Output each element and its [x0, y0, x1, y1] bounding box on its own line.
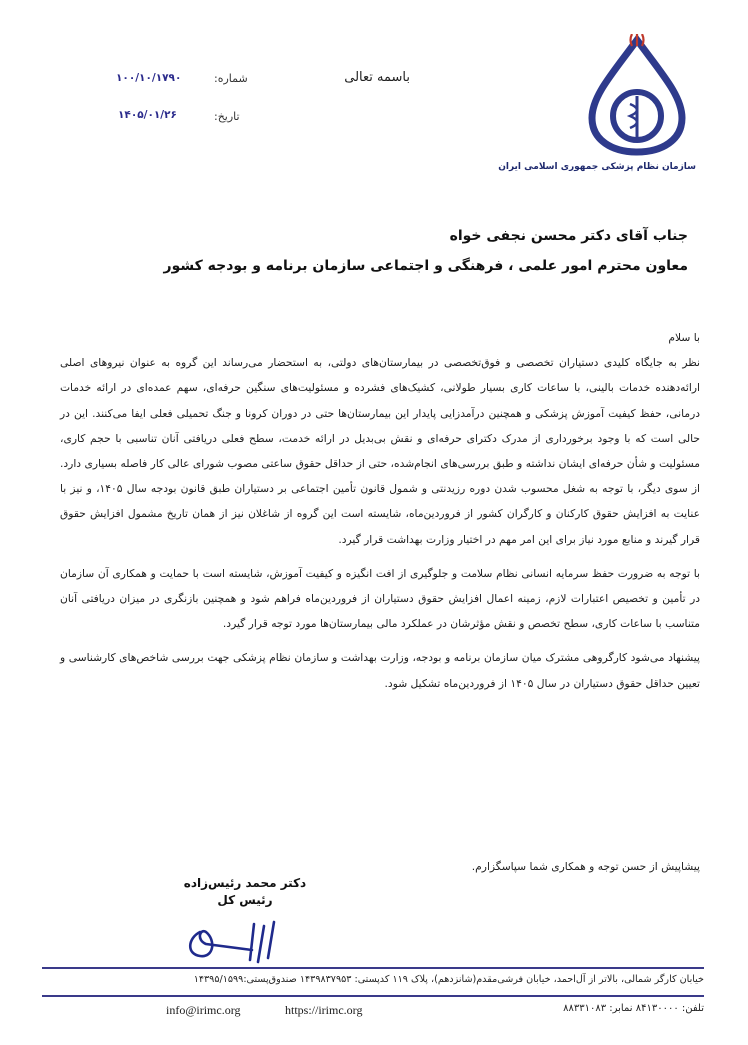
footer-rule-bottom [42, 995, 704, 997]
footer-address: خیابان کارگر شمالی، بالاتر از آل‌احمد، خیابان فرشی‌مقدم(شانزدهم)، پلاک ۱۱۹ کدپستی: ۱۴۳۹۸۳۷۹۵۳ صندوق‌پستی:۱۴۳۹۵/۱۵۹۹ [193, 974, 704, 985]
number-label: شماره: [214, 72, 248, 85]
logo-emblem-icon [582, 34, 692, 156]
date-label: تاریخ: [214, 110, 240, 123]
date-value: ۱۴۰۵/۰۱/۲۶ [118, 109, 177, 121]
closing-line: پیشاپیش از حسن توجه و همکاری شما سپاسگزارم. [471, 860, 700, 873]
number-value: ۱۰۰/۱۰/۱۷۹۰ [116, 72, 182, 84]
handwritten-signature [182, 910, 292, 970]
bismillah-heading: باسمه تعالی [344, 70, 410, 85]
body-paragraph-2: با توجه به ضرورت حفظ سرمایه انسانی نظام سلامت و جلوگیری از افت انگیزه و کیفیت آموزش، شایسته است با حمایت و همکاری آن سازمان در تأمین و تخصیص اعتبارات لازم، زمینه اعمال افزایش حقوق دستیاران از فروردین‌ماه فراهم شود و همچنین بازنگری در میزان دریافتی آنان متناسب با ساعات کاری، سطح تخصص و نقش مؤثرشان در عملکرد مالی بیمارستان‌ها مورد توجه قرار گیرد. [60, 566, 700, 631]
recipient-title: معاون محترم امور علمی ، فرهنگی و اجتماعی سازمان برنامه و بودجه کشور [163, 258, 688, 274]
recipient-name: جناب آقای دکتر محسن نجفی خواه [449, 228, 688, 244]
footer-website-link[interactable]: https://irimc.org [285, 1003, 363, 1017]
signatory-name: دکتر محمد رئیس‌زاده [183, 876, 307, 890]
footer-phone: تلفن: ۸۴۱۳۰۰۰۰ نمابر: ۸۸۳۳۱۰۸۳ [563, 1003, 704, 1014]
footer-email-link[interactable]: info@irimc.org [166, 1003, 241, 1017]
letter-body [60, 325, 700, 705]
greeting: با سلام [668, 331, 700, 344]
signatory-title: رئیس کل [217, 893, 273, 907]
body-paragraph-3: پیشنهاد می‌شود کارگروهی مشترک میان سازمان برنامه و بودجه، وزارت بهداشت و سازمان نظام پزشکی جهت بررسی شاخص‌های کارشناسی و تعیین حداقل حقوق دستیاران در سال ۱۴۰۵ از فروردین‌ماه تشکیل شود. [60, 651, 700, 690]
logo-text: سازمان نظام پزشکی جمهوری اسلامی ایران [498, 162, 696, 172]
body-paragraph-1: نظر به جایگاه کلیدی دستیاران تخصصی و فوق‌تخصصی در بیمارستان‌های دولتی، به استحضار می‌رساند این گروه به عنوان نیروهای اصلی ارائه‌دهنده خدمات بالینی، با ساعات کاری بسیار طولانی، کشیک‌های فشرده و مسئولیت‌های سنگین حرفه‌ای، سهم عمده‌ای در ارائه خدمات درمانی، حفظ کیفیت آموزش پزشکی و همچنین درآمدزایی پایدار این بیمارستان‌ها حتی در دوران کرونا و جنگ تحمیلی فعلی ایفا می‌کنند. این در حالی است که با وجود برخورداری از مدرک دکترای حرفه‌ای و نقش بی‌بدیل در ارائه خدمت، سطح فعلی دریافتی آنان تناسبی با حجم کاری، مسئولیت و شأن حرفه‌ای ایشان نداشته و طبق بررسی‌های انجام‌شده، حتی از حداقل حقوق ساعتی مصوب شورای عالی کار فاصله بسیاری دارد. از سوی دیگر، با توجه به شغل محسوب شدن دوره رزیدنتی و شمول قانون تأمین اجتماعی بر دستیاران طبق قانون بودجه سال ۱۴۰۵، و نیز با عنایت به افزایش حقوق کارکنان و کارگران کشور از فروردین‌ماه، شایسته است این گروه از شاغلان نیز از همان تاریخ مشمول افزایش حقوق قرار گیرند و منابع مورد نیاز برای این امر مهم در اختیار وزارت بهداشت قرار گیرد. [60, 356, 700, 546]
irimc-logo [498, 34, 696, 184]
footer-rule-top [42, 967, 704, 969]
